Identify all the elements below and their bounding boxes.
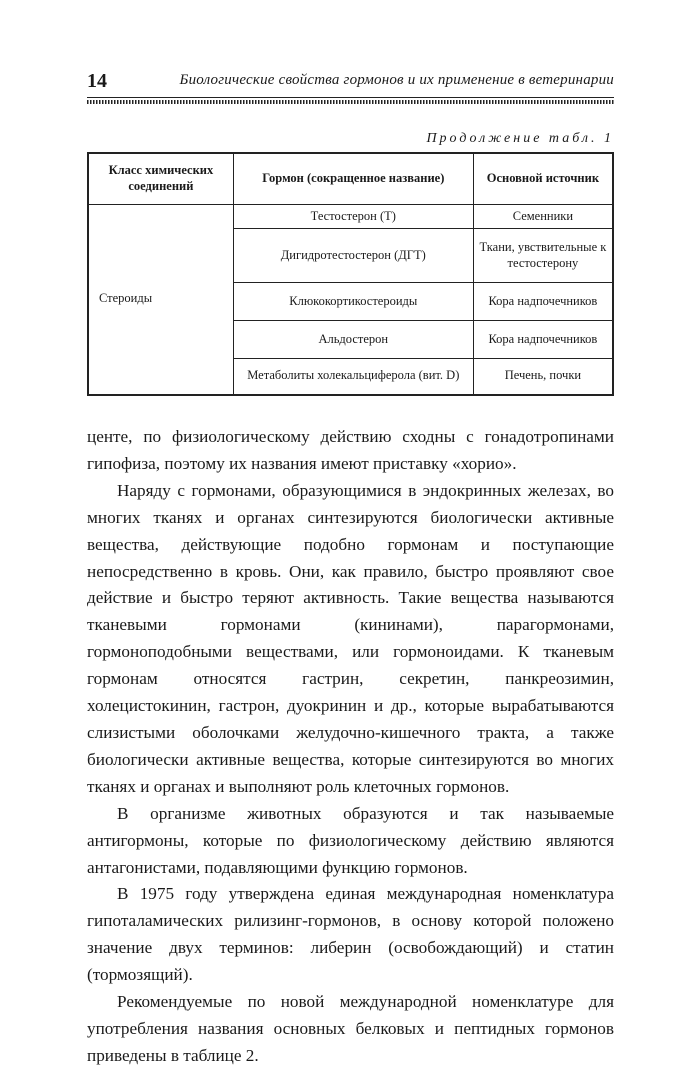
paragraph: В организме животных образуются и так называемые антигормоны, которые по физиологическому действию являются антагонистами, подавляющими функцию гормонов. (87, 803, 614, 877)
header-rule (87, 97, 614, 104)
source-cell: Ткани, увствительные к тестостерону (473, 229, 613, 283)
column-header-source: Основной источник (473, 153, 613, 205)
hormone-cell: Альдостерон (233, 321, 473, 359)
column-header-class: Класс химических соединений (88, 153, 233, 205)
source-cell: Семенники (473, 205, 613, 229)
page-number: 14 (87, 70, 107, 92)
running-title: Биологические свойства гормонов и их применение в ветеринарии (179, 72, 614, 88)
class-cell: Стероиды (88, 205, 233, 395)
paragraph: В 1975 году утверждена единая международная номенклатура гипоталамических рилизинг-гормонов, в основу которой положено значение двух терминов: либерин (освобождающий) и статин (тормозящий). (87, 884, 614, 985)
paragraph: Рекомендуемые по новой международной номенклатуре для употребления названия основных белковых и пептидных гормонов приведены в таблице 2. (87, 992, 614, 1065)
hormone-cell: Клюкокортикостероиды (233, 283, 473, 321)
hormone-cell: Метаболиты холекальциферола (вит. D) (233, 359, 473, 395)
page-header (87, 70, 614, 94)
source-cell: Печень, почки (473, 359, 613, 395)
body-text (87, 424, 614, 1070)
hormone-cell: Тестостерон (Т) (233, 205, 473, 229)
table-header-row (88, 153, 613, 205)
paragraph: центе, по физиологическому действию сходны с гонадотропинами гипофиза, поэтому их названия имеют приставку «хорио». (87, 427, 614, 473)
source-cell: Кора надпочечников (473, 283, 613, 321)
paragraph: Наряду с гормонами, образующимися в эндокринных железах, во многих тканях и органах синтезируются биологически активные вещества, действующие подобно гормонам и поступающие непосредственно в кровь. Они, как правило, быстро проявляют свое действие и быстро теряют активность. Такие вещества называются тканевыми гормонами (кининами), парагормонами, гормоноподобными веществами, или гормоноидами. К тканевым гормонам относятся гастрин, секретин, панкреозимин, холецистокинин, гастрон, дуокринин и др., которые вырабатываются слизистыми оболочками желудочно-кишечного тракта, а также биологически активные вещества, которые синтезируются во многих тканях и органах и выполняют роль клеточных гормонов. (87, 480, 614, 796)
hormone-cell: Дигидротестостерон (ДГТ) (233, 229, 473, 283)
table-caption: Продолжение табл. 1 (426, 131, 614, 146)
table-row (88, 205, 613, 229)
source-cell: Кора надпочечников (473, 321, 613, 359)
column-header-hormone: Гормон (сокращенное название) (233, 153, 473, 205)
hormone-table (87, 152, 614, 396)
